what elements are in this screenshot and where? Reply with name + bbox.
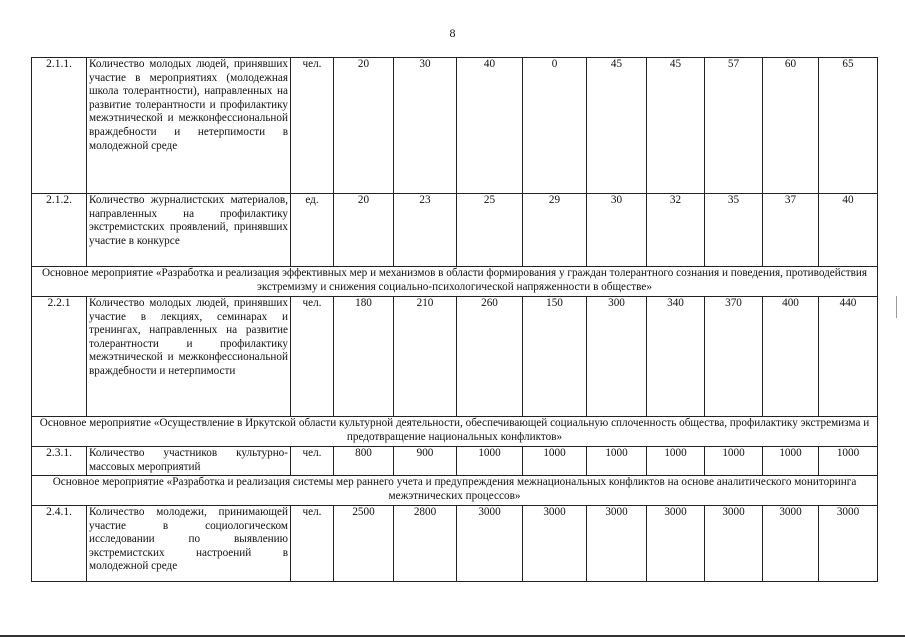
value-cell: 40	[819, 194, 878, 267]
value-cell: 1000	[457, 447, 523, 476]
value-cell: 3000	[587, 506, 647, 582]
value-cell: 3000	[523, 506, 587, 582]
unit-cell: чел.	[291, 447, 334, 476]
value-cell: 3000	[705, 506, 763, 582]
section-header-row	[32, 267, 878, 297]
value-cell: 37	[763, 194, 819, 267]
value-cell: 1000	[763, 447, 819, 476]
value-cell: 20	[334, 58, 394, 194]
value-cell: 45	[647, 58, 705, 194]
row-code: 2.3.1.	[32, 447, 87, 476]
value-cell: 1000	[523, 447, 587, 476]
row-code: 2.1.1.	[32, 58, 87, 194]
section-header-row	[32, 476, 878, 506]
table-row	[32, 447, 878, 476]
indicator-description: Количество молодых людей, принявших участие в мероприятиях (молодежная школа толерантности), направленных на развитие толерантности и профилактику межэтнической и межконфессиональной враждебности и нетерпимости в молодежной среде	[87, 58, 291, 194]
value-cell: 3000	[647, 506, 705, 582]
unit-cell: ед.	[291, 194, 334, 267]
value-cell: 1000	[705, 447, 763, 476]
scan-side-mark	[896, 296, 897, 318]
row-code: 2.2.1	[32, 297, 87, 417]
indicator-description: Количество участников культурно-массовых мероприятий	[87, 447, 291, 476]
indicator-description: Количество журналистских материалов, направленных на профилактику экстремистских проявлений, принявших участие в конкурсе	[87, 194, 291, 267]
value-cell: 30	[394, 58, 457, 194]
row-code: 2.4.1.	[32, 506, 87, 582]
value-cell: 60	[763, 58, 819, 194]
value-cell: 0	[523, 58, 587, 194]
table-row	[32, 194, 878, 267]
value-cell: 210	[394, 297, 457, 417]
value-cell: 800	[334, 447, 394, 476]
scan-bottom-edge	[0, 635, 905, 637]
value-cell: 150	[523, 297, 587, 417]
value-cell: 40	[457, 58, 523, 194]
value-cell: 1000	[647, 447, 705, 476]
indicator-description: Количество молодых людей, принявших участие в лекциях, семинарах и тренингах, направленных на развитие толерантности и профилактику межэтнической и межконфессиональной враждебности и нетерпимости	[87, 297, 291, 417]
section-title: Основное мероприятие «Разработка и реализация эффективных мер и механизмов в области формирования у граждан толерантного сознания и поведения, противодействия экстремизму и снижения социально-психологической напряженности в обществе»	[32, 267, 878, 297]
value-cell: 20	[334, 194, 394, 267]
unit-cell: чел.	[291, 506, 334, 582]
value-cell: 3000	[457, 506, 523, 582]
value-cell: 900	[394, 447, 457, 476]
value-cell: 35	[705, 194, 763, 267]
value-cell: 370	[705, 297, 763, 417]
value-cell: 260	[457, 297, 523, 417]
value-cell: 3000	[819, 506, 878, 582]
page-number: 8	[449, 26, 456, 40]
indicator-description: Количество молодежи, принимающей участие в социологическом исследовании по выявлению экстремистских настроений в молодежной среде	[87, 506, 291, 582]
value-cell: 400	[763, 297, 819, 417]
value-cell: 1000	[819, 447, 878, 476]
value-cell: 23	[394, 194, 457, 267]
value-cell: 30	[587, 194, 647, 267]
value-cell: 25	[457, 194, 523, 267]
section-title: Основное мероприятие «Разработка и реализация системы мер раннего учета и предупреждения межнациональных конфликтов на основе аналитического мониторинга межэтнических процессов»	[32, 476, 878, 506]
table-row	[32, 506, 878, 582]
section-header-row	[32, 417, 878, 447]
value-cell: 180	[334, 297, 394, 417]
indicators-table	[31, 57, 878, 582]
value-cell: 2800	[394, 506, 457, 582]
row-code: 2.1.2.	[32, 194, 87, 267]
value-cell: 3000	[763, 506, 819, 582]
value-cell: 29	[523, 194, 587, 267]
value-cell: 2500	[334, 506, 394, 582]
unit-cell: чел.	[291, 297, 334, 417]
section-title: Основное мероприятие «Осуществление в Иркутской области культурной деятельности, обеспечивающей социальную сплоченность общества, профилактику экстремизма и предотвращение национальных конфликтов»	[32, 417, 878, 447]
value-cell: 340	[647, 297, 705, 417]
value-cell: 57	[705, 58, 763, 194]
value-cell: 65	[819, 58, 878, 194]
table-row	[32, 297, 878, 417]
value-cell: 32	[647, 194, 705, 267]
value-cell: 1000	[587, 447, 647, 476]
value-cell: 440	[819, 297, 878, 417]
value-cell: 300	[587, 297, 647, 417]
table-row	[32, 58, 878, 194]
unit-cell: чел.	[291, 58, 334, 194]
value-cell: 45	[587, 58, 647, 194]
